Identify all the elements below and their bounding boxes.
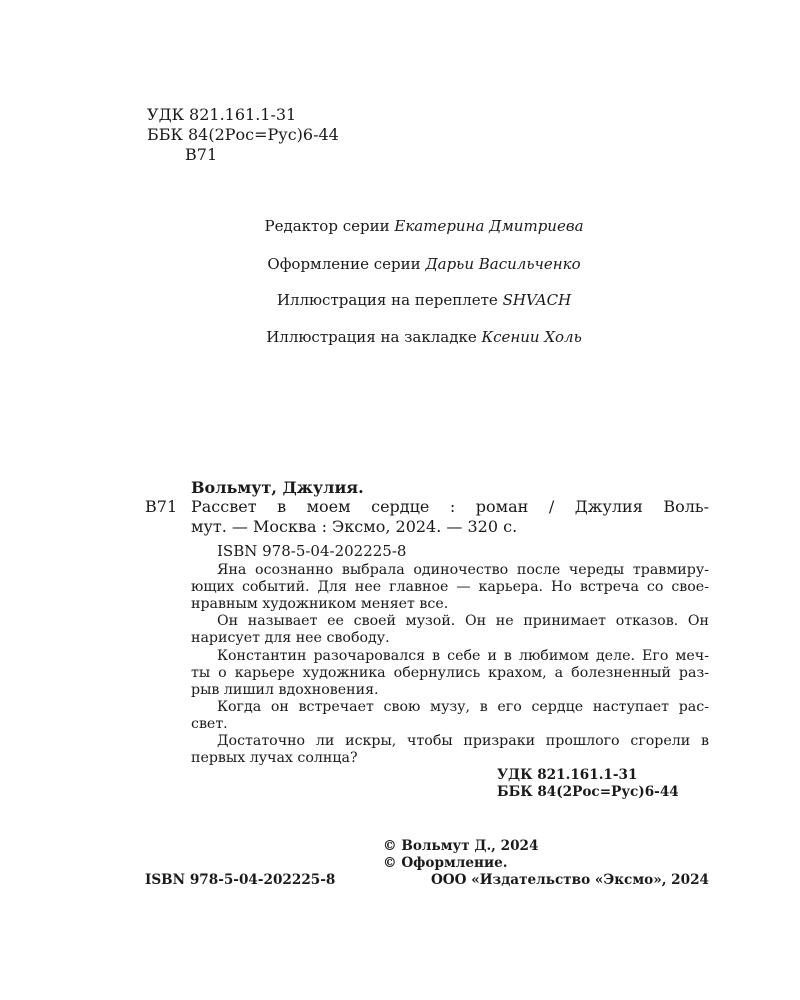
annotation-line: Он называет ее своей музой. Он не принимает отказов. Он: [217, 613, 709, 629]
annotation-line: нравным художником меняет все.: [191, 596, 449, 612]
annotation-line: первых лучах солнца?: [191, 750, 358, 766]
udk-top: УДК 821.161.1-31: [147, 105, 297, 124]
annotation-line: свет.: [191, 716, 228, 732]
bbk-top: ББК 84(2Рос=Рус)6-44: [147, 125, 339, 144]
annotation-line: нарисует для нее свободу.: [191, 630, 390, 646]
bbk-bottom: ББК 84(2Рос=Рус)6-44: [497, 784, 679, 800]
author-code: В71: [145, 497, 178, 516]
annotation-line: ющих событий. Для нее главное — карьера. Но встреча со свое-: [191, 579, 709, 595]
credit-label: Редактор серии: [264, 217, 390, 235]
udk-bottom: УДК 821.161.1-31: [497, 767, 638, 783]
credit-name: Дарьи Васильченко: [425, 255, 581, 273]
credit-cover-illustration: [0, 291, 800, 309]
copyright-publisher: ООО «Издательство «Эксмо», 2024: [430, 872, 709, 888]
credit-series-design: [0, 255, 800, 273]
credit-series-editor: [0, 217, 800, 235]
annotation-line: Когда он встречает свою музу, в его сердце наступает рас-: [217, 699, 709, 715]
copyright-design: © Оформление.: [383, 855, 508, 871]
credit-label: Оформление серии: [267, 255, 421, 273]
record-line-2: мут. — Москва : Эксмо, 2024. — 320 с.: [191, 517, 518, 536]
author-heading: Вольмут, Джулия.: [191, 478, 364, 497]
isbn-record: ISBN 978-5-04-202225-8: [217, 542, 407, 560]
credit-bookmark-illustration: [0, 328, 800, 346]
copyright-author: © Вольмут Д., 2024: [383, 838, 539, 854]
credit-name: SHVACH: [502, 291, 572, 309]
annotation-line: рыв лишил вдохновения.: [191, 682, 379, 698]
credit-label: Иллюстрация на закладке: [266, 328, 477, 346]
annotation-line: Достаточно ли искры, чтобы призраки прошлого сгорели в: [217, 733, 709, 749]
record-line-1: Рассвет в моем сердце : роман / Джулия Воль-: [191, 497, 709, 516]
annotation-line: Яна осознанно выбрала одиночество после череды травмиру-: [217, 562, 709, 578]
author-code-top: В71: [185, 145, 218, 164]
annotation-line: Константин разочаровался в себе и в любимом деле. Его меч-: [217, 648, 709, 664]
isbn-bottom: ISBN 978-5-04-202225-8: [145, 872, 336, 888]
annotation-line: ты о карьере художника обернулись крахом, а болезненный раз-: [191, 665, 709, 681]
credit-name: Ксении Холь: [481, 328, 582, 346]
credit-name: Екатерина Дмитриева: [394, 217, 584, 235]
credit-label: Иллюстрация на переплете: [276, 291, 498, 309]
